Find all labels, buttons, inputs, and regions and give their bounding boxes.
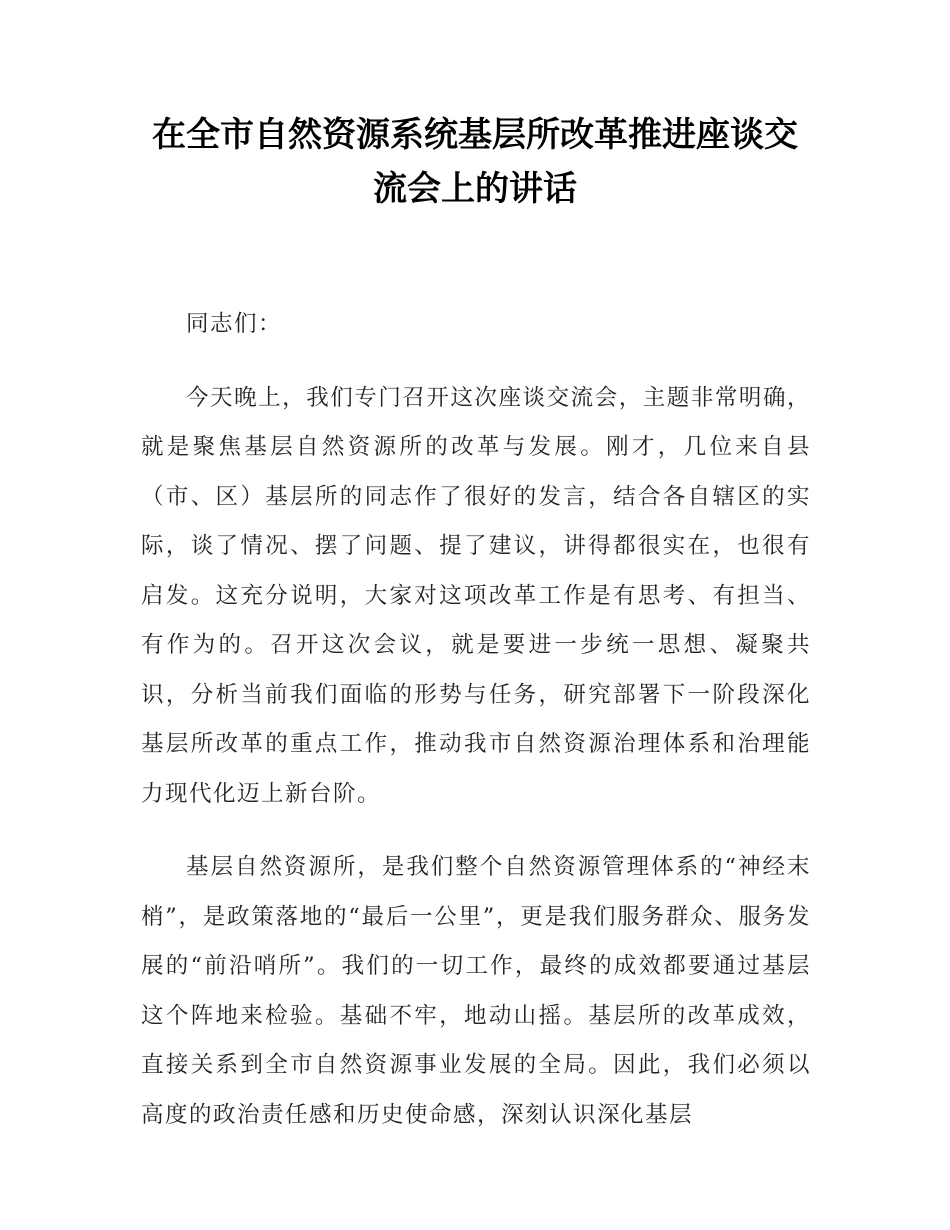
document-title [120, 108, 830, 216]
salutation: 同志们： [186, 311, 283, 337]
title-line-2: 流会上的讲话 [373, 169, 577, 209]
paragraph-1: 今天晚上，我们专门召开这次座谈交流会，主题非常明确，就是聚焦基层自然资源所的改革与发展。刚才，几位来自县（市、区）基层所的同志作了很好的发言，结合各自辖区的实际，谈了情况、摆了问题、提了建议，讲得都很实在，也很有启发。这充分说明，大家对这项改革工作是有思考、有担当、有作为的。召开这次会议，就是要进一步统一思想、凝聚共识，分析当前我们面临的形势与任务，研究部署下一阶段深化基层所改革的重点工作，推动我市自然资源治理体系和治理能力现代化迈上新台阶。 [141, 384, 811, 807]
document-body [141, 300, 811, 1164]
paragraph-2: 基层自然资源所，是我们整个自然资源管理体系的“神经末梢”，是政策落地的“最后一公里”，更是我们服务群众、服务发展的“前沿哨所”。我们的一切工作，最终的成效都要通过基层这个阵地来检验。基础不牢，地动山摇。基层所的改革成效，直接关系到全市自然资源事业发展的全局。因此，我们必须以高度的政治责任感和历史使命感，深刻认识深化基层 [141, 854, 811, 1128]
title-line-1: 在全市自然资源系统基层所改革推进座谈交 [152, 115, 798, 155]
